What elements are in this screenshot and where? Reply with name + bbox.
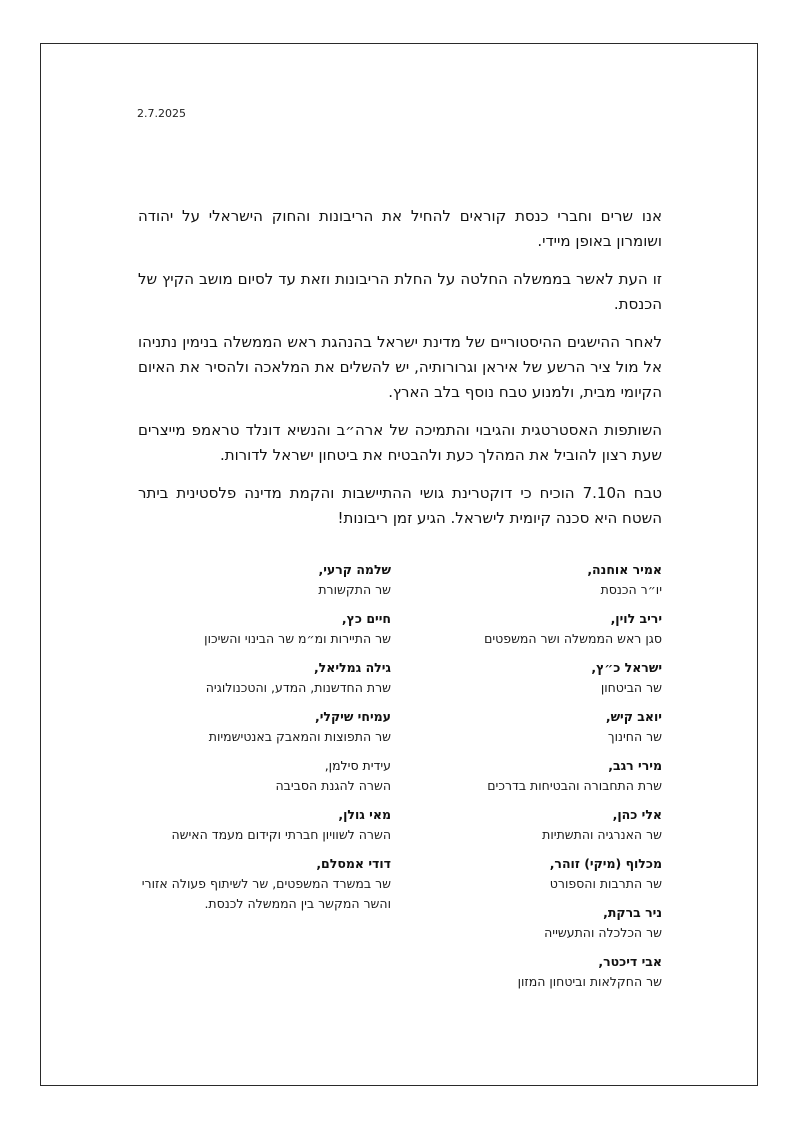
signatory <box>121 854 391 914</box>
signatory <box>392 854 662 894</box>
paragraph-2: זו העת לאשר בממשלה החלטה על החלת הריבונות וזאת עד לסיום מושב הקיץ של הכנסת. <box>138 270 662 313</box>
signatory-role: השרה להגנת הסביבה <box>275 778 391 793</box>
signatory-name: אלי כהן, <box>612 807 662 822</box>
signatory-name: עידית סילמן, <box>324 758 391 773</box>
signatory <box>392 903 662 943</box>
signatory <box>392 805 662 845</box>
signatories-left-column <box>121 560 391 923</box>
signatory-name: אמיר אוחנה, <box>587 562 662 577</box>
signatory-name: שלמה קרעי, <box>318 562 391 577</box>
signatory-name: עמיחי שיקלי, <box>314 709 391 724</box>
signatory <box>392 952 662 992</box>
signatory <box>121 658 391 698</box>
signatories-right-column <box>392 560 662 1001</box>
signatory-role: שרת החדשנות, המדע, והטכנולוגיה <box>205 680 391 695</box>
signatory-role: שר במשרד המשפטים, שר לשיתוף פעולה אזורי והשר המקשר בין הממשלה לכנסת. <box>141 876 391 911</box>
signatory <box>392 560 662 600</box>
signatory-name: ניר ברקת, <box>603 905 662 920</box>
signatory-name: יואב קיש, <box>605 709 662 724</box>
signatory <box>392 658 662 698</box>
signatory-name: גילה גמליאל, <box>313 660 391 675</box>
signatory <box>121 805 391 845</box>
signatory-role: השרה לשוויון חברתי וקידום מעמד האישה <box>171 827 391 842</box>
signatory <box>392 707 662 747</box>
signatory-role: שר התיירות ומ״מ שר הבינוי והשיכון <box>204 631 391 646</box>
paragraph-3: לאחר ההישגים ההיסטוריים של מדינת ישראל בהנהגת ראש הממשלה בנימין נתניהו אל מול ציר הרשע של איראן וגרורותיה, יש להשלים את המלאכה ולהסיר את האיום הקיומי מבית, ולמנוע טבח נוסף בלב הארץ. <box>138 333 662 401</box>
letter-body <box>138 204 662 544</box>
signatory-name: ישראל כ״ץ, <box>591 660 662 675</box>
signatory-role: שר התרבות והספורט <box>549 876 662 891</box>
paragraph-5: טבח ה7.10 הוכיח כי דוקטרינת גושי ההתיישבות והקמת מדינה פלסטינית ביתר השטח היא סכנה קיומית לישראל. הגיע זמן ריבונות! <box>138 484 662 527</box>
signatory-role: שר האנרגיה והתשתיות <box>542 827 662 842</box>
signatory <box>121 707 391 747</box>
signatory-role: שר התפוצות והמאבק באנטישמיות <box>208 729 391 744</box>
signatory-name: יריב לוין, <box>610 611 662 626</box>
signatory-role: שר החינוך <box>607 729 662 744</box>
signatory <box>121 609 391 649</box>
signatory-role: שר הביטחון <box>600 680 662 695</box>
paragraph-4: השותפות האסטרטגית והגיבוי והתמיכה של ארה״ב והנשיא דונלד טראמפ מייצרים שעת רצון להוביל את המהלך כעת ולהבטיח את ביטחון ישראל לדורות. <box>138 421 662 464</box>
signatory-role: שר התקשורת <box>318 582 391 597</box>
signatory-name: חיים כץ, <box>341 611 391 626</box>
letter-date: 2.7.2025 <box>137 107 186 120</box>
signatory-role: יו״ר הכנסת <box>600 582 662 597</box>
paragraph-1: אנו שרים וחברי כנסת קוראים להחיל את הריבונות והחוק הישראלי על יהודה ושומרון באופן מיידי. <box>138 207 662 250</box>
signatory <box>121 756 391 796</box>
signatory <box>121 560 391 600</box>
signatory-name: מאי גולן, <box>338 807 391 822</box>
signatory-role: שר הכלכלה והתעשייה <box>544 925 662 940</box>
signatory-name: דודי אמסלם, <box>316 856 391 871</box>
signatory-role: סגן ראש הממשלה ושר המשפטים <box>484 631 662 646</box>
signatory <box>392 609 662 649</box>
signatory-name: מכלוף (מיקי) זוהר, <box>549 856 662 871</box>
signatory-name: אבי דיכטר, <box>598 954 662 969</box>
signatory-role: שרת התחבורה והבטיחות בדרכים <box>487 778 662 793</box>
signatory-role: שר החקלאות וביטחון המזון <box>517 974 662 989</box>
signatory-name: מירי רגב, <box>608 758 662 773</box>
signatory <box>392 756 662 796</box>
